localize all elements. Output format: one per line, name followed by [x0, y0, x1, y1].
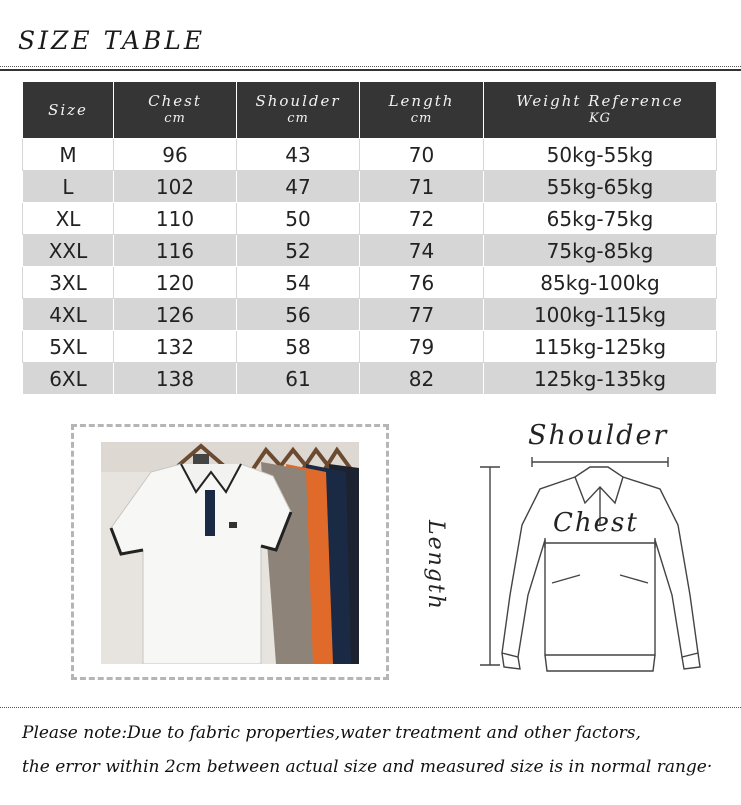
table-row: [23, 267, 717, 299]
cell-size: 5XL: [23, 331, 114, 363]
cell-chest: 132: [114, 331, 237, 363]
cell-chest: 120: [114, 267, 237, 299]
cell-chest: 96: [114, 139, 237, 171]
size-table-header: [23, 82, 717, 139]
size-table: [22, 81, 717, 395]
note-line-2: the error within 2cm between actual size and measured size is in normal range·: [22, 757, 713, 777]
cell-shoulder: 50: [237, 203, 360, 235]
cell-shoulder: 47: [237, 171, 360, 203]
header-shoulder: Shoulder cm: [237, 82, 360, 139]
cell-size: L: [23, 171, 114, 203]
cell-shoulder: 56: [237, 299, 360, 331]
cell-length: 74: [360, 235, 484, 267]
table-row: [23, 203, 717, 235]
header-weight-reference: Weight Reference KG: [484, 82, 717, 139]
cell-chest: 110: [114, 203, 237, 235]
note-divider: [0, 707, 741, 708]
cell-weight: 115kg-125kg: [484, 331, 717, 363]
cell-length: 79: [360, 331, 484, 363]
cell-size: 6XL: [23, 363, 114, 395]
cell-chest: 102: [114, 171, 237, 203]
chest-label: Chest: [553, 508, 639, 538]
cell-weight: 50kg-55kg: [484, 139, 717, 171]
cell-weight: 55kg-65kg: [484, 171, 717, 203]
table-row: [23, 299, 717, 331]
cell-size: M: [23, 139, 114, 171]
cell-length: 77: [360, 299, 484, 331]
cell-shoulder: 58: [237, 331, 360, 363]
cell-length: 70: [360, 139, 484, 171]
header-size: Size: [23, 82, 114, 139]
cell-chest: 138: [114, 363, 237, 395]
shoulder-label: Shoulder: [528, 420, 669, 451]
cell-chest: 126: [114, 299, 237, 331]
cell-shoulder: 52: [237, 235, 360, 267]
cell-weight: 125kg-135kg: [484, 363, 717, 395]
table-row: [23, 235, 717, 267]
cell-shoulder: 54: [237, 267, 360, 299]
cell-size: XL: [23, 203, 114, 235]
note-line-1: Please note:Due to fabric properties,water treatment and other factors,: [22, 723, 641, 743]
cell-size: 3XL: [23, 267, 114, 299]
cell-chest: 116: [114, 235, 237, 267]
cell-size: XXL: [23, 235, 114, 267]
cell-size: 4XL: [23, 299, 114, 331]
table-row: [23, 171, 717, 203]
table-row: [23, 363, 717, 395]
cell-weight: 85kg-100kg: [484, 267, 717, 299]
cell-weight: 75kg-85kg: [484, 235, 717, 267]
product-photo: [101, 442, 359, 664]
measurement-diagram: [440, 415, 740, 685]
cell-shoulder: 43: [237, 139, 360, 171]
cell-length: 82: [360, 363, 484, 395]
title-divider: [0, 69, 741, 71]
page-title: SIZE TABLE: [18, 26, 206, 55]
header-length: Length cm: [360, 82, 484, 139]
length-label: Length: [423, 520, 448, 611]
title-divider-dotted: [0, 66, 741, 67]
cell-length: 72: [360, 203, 484, 235]
cell-weight: 65kg-75kg: [484, 203, 717, 235]
cell-shoulder: 61: [237, 363, 360, 395]
header-chest: Chest cm: [114, 82, 237, 139]
cell-length: 71: [360, 171, 484, 203]
cell-length: 76: [360, 267, 484, 299]
table-row: [23, 331, 717, 363]
cell-weight: 100kg-115kg: [484, 299, 717, 331]
table-row: [23, 139, 717, 171]
